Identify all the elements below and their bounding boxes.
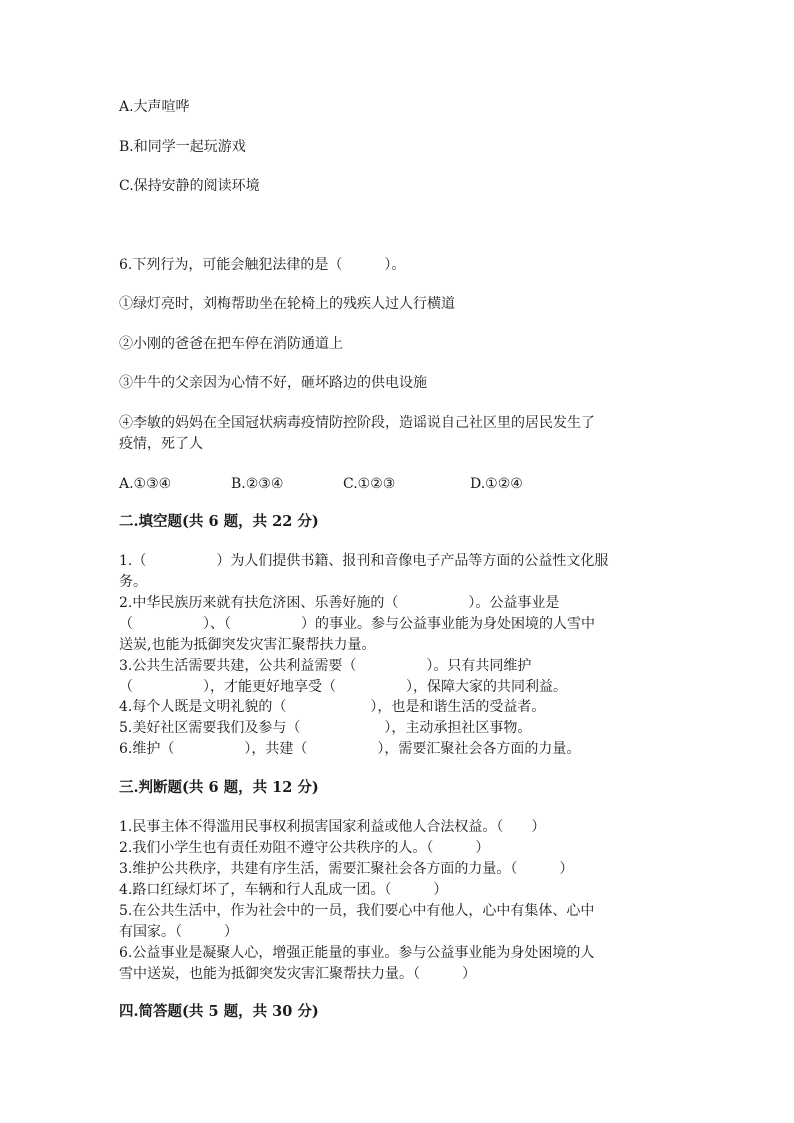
section2-line: 务。 — [119, 574, 147, 590]
q6-item-4-cont: 疫情，死了人 — [119, 436, 203, 452]
section2-line: 3.公共生活需要共建，公共利益需要（ ）。只有共同维护 — [119, 658, 532, 674]
q6-option-d: D.①②④ — [470, 476, 523, 492]
section2-line: 5.美好社区需要我们及参与（ ），主动承担社区事物。 — [119, 720, 532, 736]
section3-line: 3.维护公共秩序，共建有序生活，需要汇聚社会各方面的力量。（ ） — [119, 861, 574, 877]
section3-line: 雪中送炭，也能为抵御突发灾害汇聚帮扶力量。（ ） — [119, 966, 476, 982]
q6-option-a: A.①③④ — [119, 476, 172, 492]
q6-item-1: ①绿灯亮时，刘梅帮助坐在轮椅上的残疾人过人行横道 — [119, 296, 455, 312]
q5-option-a: A.大声喧哗 — [119, 99, 190, 115]
q5-option-c: C.保持安静的阅读环境 — [119, 178, 260, 194]
section4-title: 四.简答题(共 5 题，共 30 分) — [119, 1003, 319, 1020]
section3-line: 有国家。（ ） — [119, 924, 238, 940]
section2-line: 6.维护（ ），共建（ ），需要汇聚社会各方面的力量。 — [119, 741, 581, 757]
section3-title: 三.判断题(共 6 题，共 12 分) — [119, 779, 319, 796]
section3-line: 5.在公共生活中，作为社会中的一员，我们要心中有他人，心中有集体、心中 — [119, 903, 595, 919]
section3-line: 6.公益事业是凝聚人心，增强正能量的事业。参与公益事业能为身处困境的人 — [119, 945, 595, 961]
q6-item-3: ③牛牛的父亲因为心情不好，砸坏路边的供电设施 — [119, 375, 427, 391]
section2-title: 二.填空题(共 6 题，共 22 分) — [119, 513, 319, 530]
q6-stem: 6.下列行为，可能会触犯法律的是（ ）。 — [119, 257, 406, 273]
section2-line: 2.中华民族历来就有扶危济困、乐善好施的（ ）。公益事业是 — [119, 595, 560, 611]
section3-line: 2.我们小学生也有责任劝阻不遵守公共秩序的人。（ ） — [119, 840, 490, 856]
q6-option-c: C.①②③ — [343, 476, 396, 492]
section2-line: （ ），才能更好地享受（ ），保障大家的共同利益。 — [119, 679, 567, 695]
section2-line: （ ）、（ ）的事业。参与公益事业能为身处困境的人雪中 — [119, 616, 595, 632]
q6-item-2: ②小刚的爸爸在把车停在消防通道上 — [119, 336, 343, 352]
q6-item-4: ④李敏的妈妈在全国冠状病毒疫情防控阶段，造谣说自己社区里的居民发生了 — [119, 415, 595, 431]
section3-line: 1.民事主体不得滥用民事权利损害国家利益或他人合法权益。（ ） — [119, 819, 546, 835]
section2-line: 1.（ ）为人们提供书籍、报刊和音像电子产品等方面的公益性文化服 — [119, 553, 609, 569]
q5-option-b: B.和同学一起玩游戏 — [119, 139, 246, 155]
section2-line: 4.每个人既是文明礼貌的（ ），也是和谐生活的受益者。 — [119, 699, 546, 715]
q6-option-b: B.②③④ — [231, 476, 284, 492]
section2-line: 送炭,也能为抵御突发灾害汇聚帮扶力量。 — [119, 637, 376, 653]
section3-line: 4.路口红绿灯坏了，车辆和行人乱成一团。（ ） — [119, 882, 448, 898]
